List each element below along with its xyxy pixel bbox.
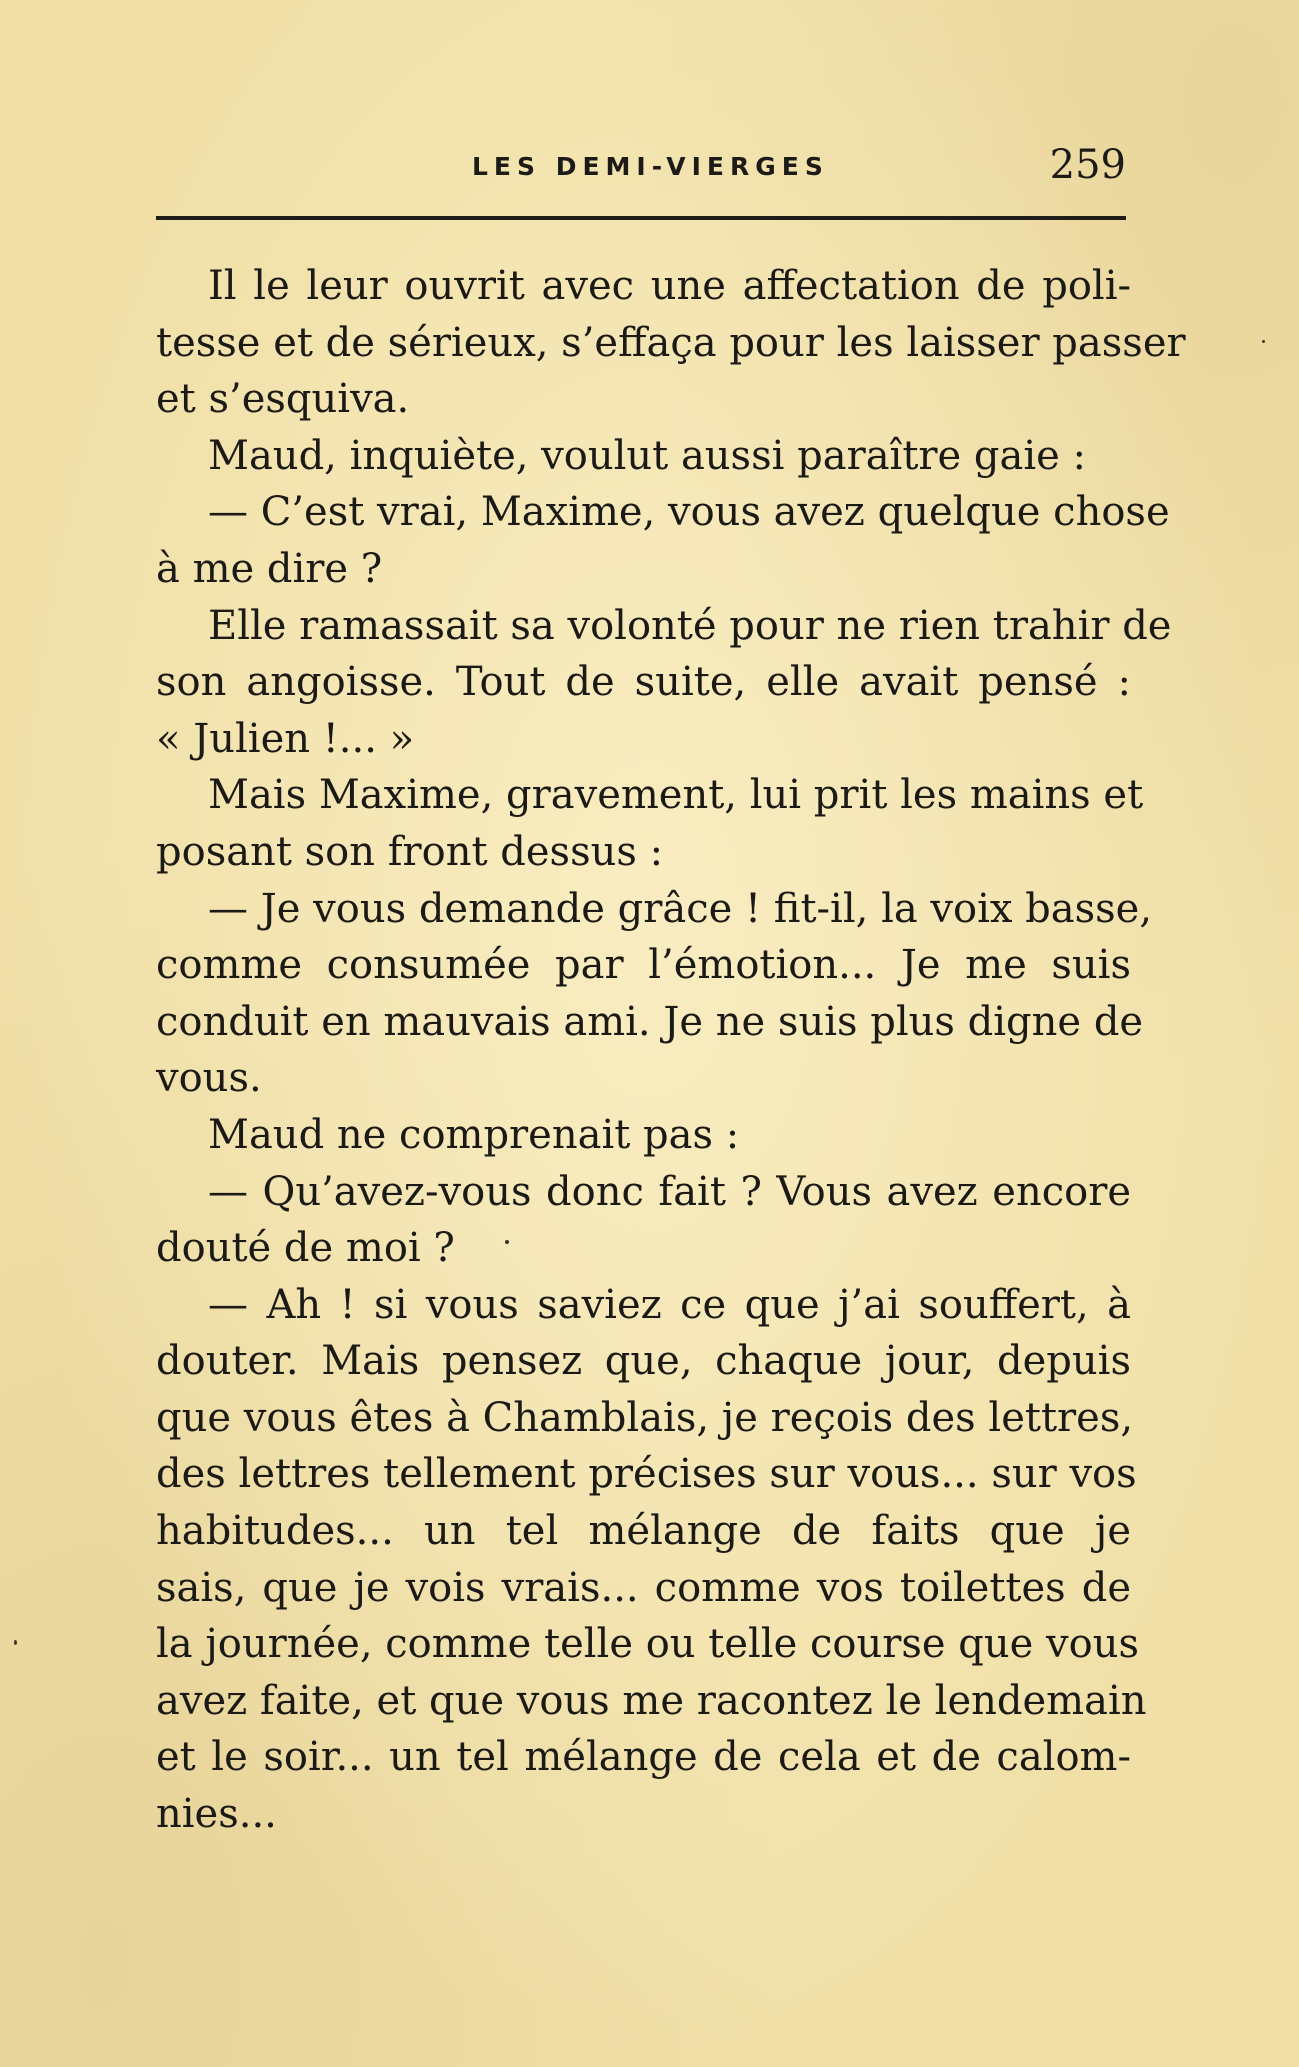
running-head	[156, 142, 1126, 198]
text-line: son angoisse. Tout de suite, elle avait pensé :	[156, 659, 1131, 706]
text-line: habitudes... un tel mélange de faits que je	[156, 1508, 1131, 1555]
text-line: — Je vous demande grâce ! fit-il, la voix basse,	[208, 885, 1153, 932]
text-line: Maud ne comprenait pas :	[208, 1111, 740, 1158]
text-line: Elle ramassait sa volonté pour ne rien trahir de	[208, 602, 1172, 649]
print-speck	[505, 1240, 509, 1244]
text-line: tesse et de sérieux, s’effaça pour les laisser passer	[156, 319, 1186, 366]
text-line: et le soir... un tel mélange de cela et de calom-	[156, 1734, 1131, 1781]
text-line: Il le leur ouvrit avec une affectation de poli-	[208, 263, 1131, 309]
header-rule	[156, 216, 1126, 220]
text-line: et s’esquiva.	[156, 376, 410, 423]
text-line: à me dire ?	[156, 545, 383, 592]
text-line: avez faite, et que vous me racontez le lendemain	[156, 1677, 1147, 1724]
text-line: — C’est vrai, Maxime, vous avez quelque chose	[208, 489, 1170, 536]
text-line: — Ah ! si vous saviez ce que j’ai souffert, à	[208, 1281, 1131, 1328]
page-number: 259	[1049, 142, 1126, 188]
text-line: douté de moi ?	[156, 1225, 455, 1272]
text-line: la journée, comme telle ou telle course que vous	[156, 1621, 1139, 1668]
print-speck	[14, 1640, 17, 1645]
text-line: Mais Maxime, gravement, lui prit les mains et	[208, 772, 1144, 819]
text-line: que vous êtes à Chamblais, je reçois des lettres,	[156, 1394, 1134, 1441]
text-line: des lettres tellement précises sur vous... sur vos	[156, 1451, 1137, 1498]
running-title: LES DEMI-VIERGES	[472, 152, 829, 181]
text-line: douter. Mais pensez que, chaque jour, depuis	[156, 1338, 1131, 1385]
text-line: — Qu’avez-vous donc fait ? Vous avez encore	[208, 1168, 1131, 1215]
text-line: conduit en mauvais ami. Je ne suis plus digne de	[156, 998, 1144, 1045]
text-line: sais, que je vois vrais... comme vos toilettes de	[156, 1564, 1131, 1611]
text-line: posant son front dessus :	[156, 828, 664, 875]
body-text	[156, 258, 1186, 1843]
text-line: vous.	[156, 1055, 262, 1102]
text-line: « Julien !... »	[156, 715, 415, 762]
text-line: comme consumée par l’émotion... Je me suis	[156, 942, 1131, 989]
print-speck	[1262, 340, 1265, 343]
text-line: Maud, inquiète, voulut aussi paraître gaie :	[208, 432, 1087, 479]
text-line: nies...	[156, 1791, 277, 1838]
